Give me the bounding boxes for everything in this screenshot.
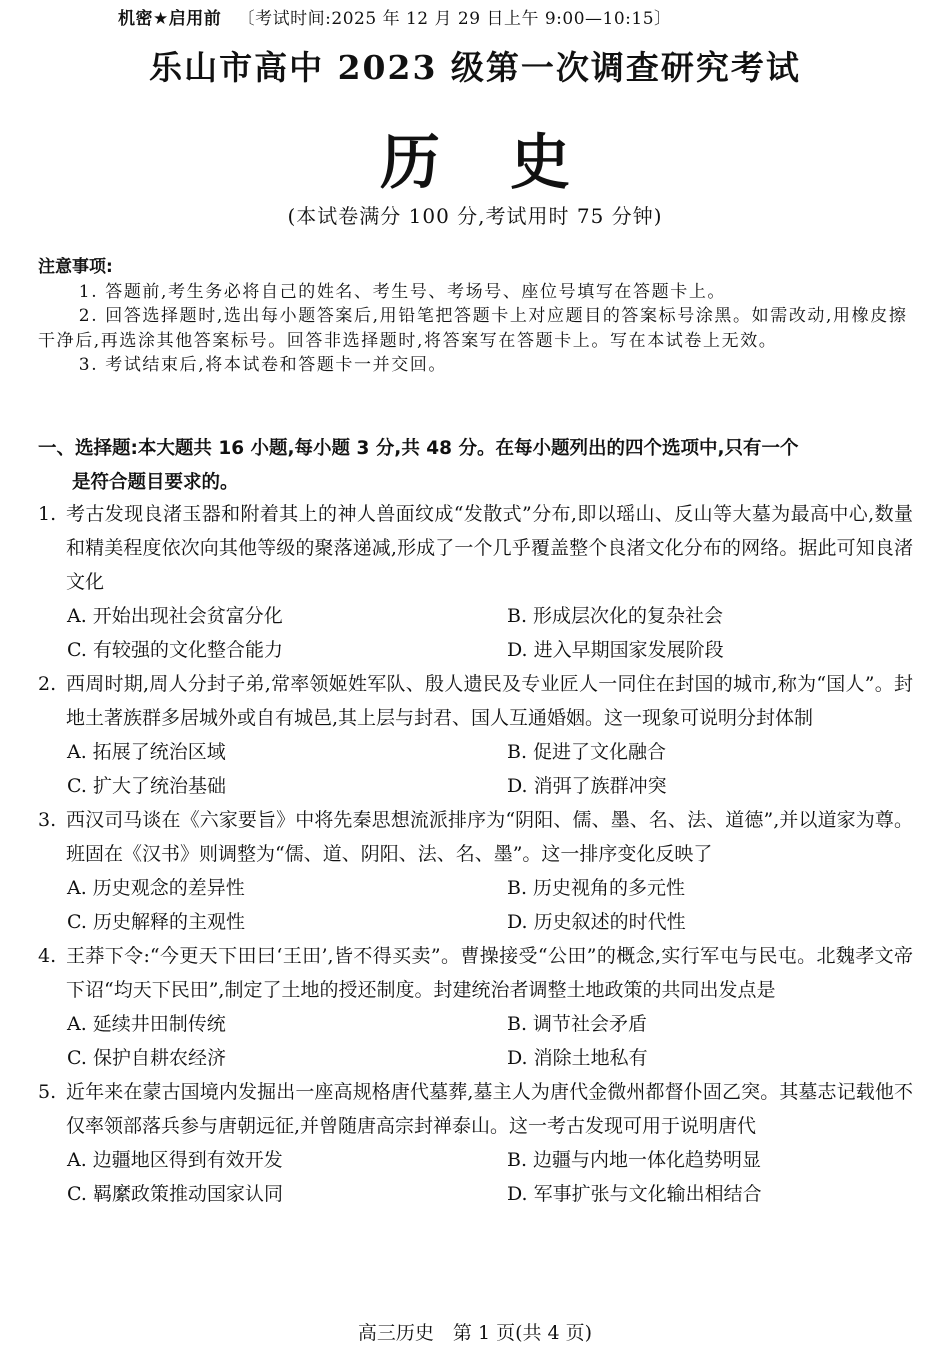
page-footer: 高三历史 第 1 页(共 4 页) (357, 1322, 593, 1344)
question-list (38, 497, 913, 1211)
score-info: (本试卷满分 100 分,考试用时 75 分钟) (287, 204, 663, 228)
exam-time: 〔考试时间:2025 年 12 月 29 日上午 9:00—10:15〕 (237, 9, 672, 29)
exam-title: 乐山市高中 2023 级第一次调查研究考试 (149, 48, 801, 87)
notice-item: 1. 答题前,考生务必将自己的姓名、考生号、考场号、座位号填写在答题卡上。 (78, 281, 727, 302)
question-number: 4. (38, 945, 57, 967)
option-a: A. 延续井田制传统 (67, 1013, 226, 1035)
option-b: B. 调节社会矛盾 (507, 1013, 648, 1035)
question-5 (38, 1075, 913, 1211)
option-a: A. 边疆地区得到有效开发 (67, 1149, 283, 1171)
option-c: C. 羁縻政策推动国家认同 (67, 1183, 283, 1205)
question-stem: 西汉司马谈在《六家要旨》中将先秦思想流派排序为“阴阳、儒、墨、名、法、道德”,并以道家为尊。班固在《汉书》则调整为“儒、道、阴阳、法、名、墨”。这一排序变化反映了 (66, 809, 913, 865)
notice-title: 注意事项: (38, 257, 113, 277)
option-d: D. 军事扩张与文化输出相结合 (507, 1183, 762, 1205)
option-d: D. 消弭了族群冲突 (507, 775, 667, 797)
option-b: B. 促进了文化融合 (507, 741, 667, 763)
subject-title (0, 115, 950, 201)
question-4 (38, 939, 913, 1075)
option-b: B. 边疆与内地一体化趋势明显 (507, 1149, 762, 1171)
option-b: B. 历史视角的多元性 (507, 877, 686, 899)
option-d: D. 消除土地私有 (507, 1047, 648, 1069)
option-c: C. 保护自耕农经济 (67, 1047, 226, 1069)
option-d: D. 进入早期国家发展阶段 (507, 639, 724, 661)
notice-item: 2. 回答选择题时,选出每小题答案后,用铅笔把答题卡上对应题目的答案标号涂黑。如需改动,用橡皮擦干净后,再选涂其他答案标号。回答非选择题时,将答案写在答题卡上。写在本试卷上无效。 (38, 306, 908, 351)
question-number: 3. (38, 809, 57, 831)
option-c: C. 扩大了统治基础 (67, 775, 226, 797)
subject-char-2: 史 (510, 128, 570, 198)
question-stem: 近年来在蒙古国境内发掘出一座高规格唐代墓葬,墓主人为唐代金微州都督仆固乙突。其墓志记载他不仅率领部落兵参与唐朝远征,并曾随唐高宗封禅泰山。这一考古发现可用于说明唐代 (66, 1081, 913, 1137)
section-heading-line-1: 一、选择题:本大题共 16 小题,每小题 3 分,共 48 分。在每小题列出的四个选项中,只有一个 (38, 438, 799, 459)
question-number: 5. (38, 1081, 57, 1103)
secret-label: 机密★启用前 (118, 9, 222, 29)
notice-item: 3. 考试结束后,将本试卷和答题卡一并交回。 (78, 355, 448, 375)
option-b: B. 形成层次化的复杂社会 (507, 605, 724, 627)
option-c: C. 有较强的文化整合能力 (67, 639, 283, 661)
question-number: 1. (38, 503, 57, 525)
section-heading (38, 432, 913, 500)
question-2 (38, 667, 913, 803)
subject-char-1: 历 (380, 128, 440, 198)
notice-block (38, 255, 910, 378)
option-a: A. 历史观念的差异性 (67, 877, 245, 899)
option-d: D. 历史叙述的时代性 (507, 911, 686, 933)
option-a: A. 拓展了统治区域 (67, 741, 226, 763)
question-stem: 西周时期,周人分封子弟,常率领姬姓军队、殷人遗民及专业匠人一同住在封国的城市,称为“国人”。封地土著族群多居城外或自有城邑,其上层与封君、国人互通婚姻。这一现象可说明分封体制 (66, 673, 913, 729)
section-heading-line-2: 是符合题目要求的。 (72, 472, 239, 493)
question-1 (38, 497, 913, 667)
question-3 (38, 803, 913, 939)
question-number: 2. (38, 673, 57, 695)
option-a: A. 开始出现社会贫富分化 (67, 605, 283, 627)
question-stem: 考古发现良渚玉器和附着其上的神人兽面纹成“发散式”分布,即以瑶山、反山等大墓为最高中心,数量和精美程度依次向其他等级的聚落递减,形成了一个几乎覆盖整个良渚文化分布的网络。据此可知良渚文化 (66, 503, 913, 593)
confidential-header (118, 4, 672, 29)
option-c: C. 历史解释的主观性 (67, 911, 245, 933)
question-stem: 王莽下令:“今更天下田曰‘王田’,皆不得买卖”。曹操接受“公田”的概念,实行军屯与民屯。北魏孝文帝下诏“均天下民田”,制定了土地的授还制度。封建统治者调整土地政策的共同出发点是 (66, 945, 913, 1001)
